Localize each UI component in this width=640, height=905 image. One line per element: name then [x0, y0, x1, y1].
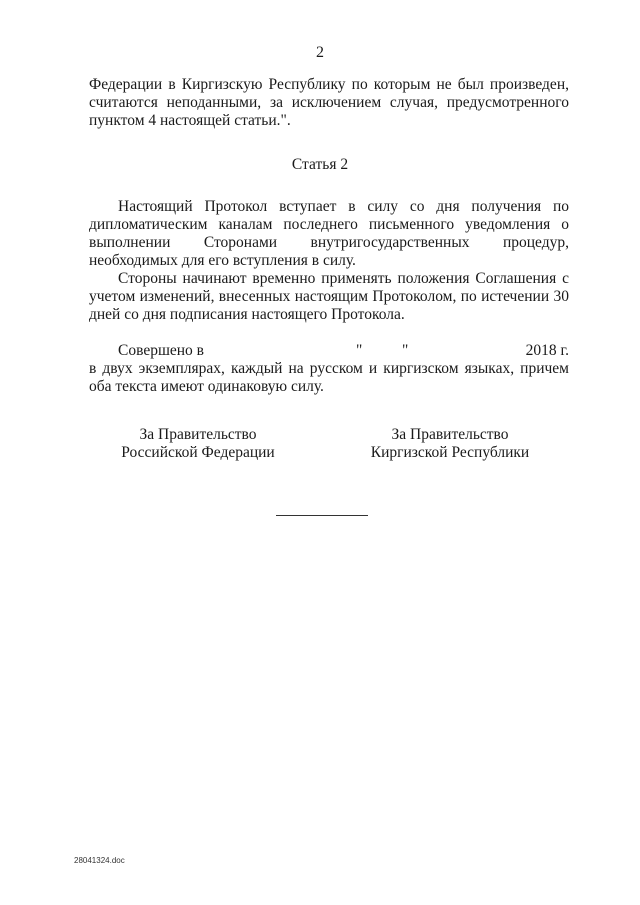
signature-russia-line1: За Правительство [139, 426, 257, 443]
done-at-label: Совершено в [118, 342, 204, 359]
done-at-continuation: в двух экземплярах, каждый на русском и киргизском языках, причем оба текста имеют одинаковую силу. [89, 360, 569, 395]
done-at-year: 2018 г. [525, 342, 569, 359]
article-paragraph-2: Стороны начинают временно применять положения Соглашения с учетом изменений, внесенных настоящим Протоколом, по истечении 30 дней со дня подписания настоящего Протокола. [89, 270, 569, 323]
continuation-block [89, 76, 569, 130]
done-at-line [89, 342, 569, 360]
article-heading: Статья 2 [291, 156, 349, 173]
document-code: 28041324.doc [74, 856, 125, 865]
article-body [89, 198, 569, 324]
done-at-continuation-block [89, 360, 569, 396]
article-paragraph-1: Настоящий Протокол вступает в силу со дня получения по дипломатическим каналам последнего письменного уведомления о выполнении Сторонами внутригосударственных процедур, необходимых для его вступления в силу. [89, 198, 569, 269]
date-quote-open: " [356, 342, 363, 359]
end-rule [276, 515, 368, 516]
signature-russia-line2: Российской Федерации [121, 444, 275, 461]
page-number: 2 [316, 44, 324, 61]
date-quote-close: " [402, 342, 409, 359]
continuation-paragraph: Федерации в Киргизскую Республику по которым не был произведен, считаются неподанными, за исключением случая, предусмотренного пунктом 4 настоящей статьи.". [89, 76, 569, 129]
signature-block-russia [78, 426, 318, 462]
signature-block-kyrgyzstan [330, 426, 570, 462]
signature-kyrgyzstan-line1: За Правительство [391, 426, 509, 443]
signature-kyrgyzstan-line2: Киргизской Республики [370, 444, 530, 461]
